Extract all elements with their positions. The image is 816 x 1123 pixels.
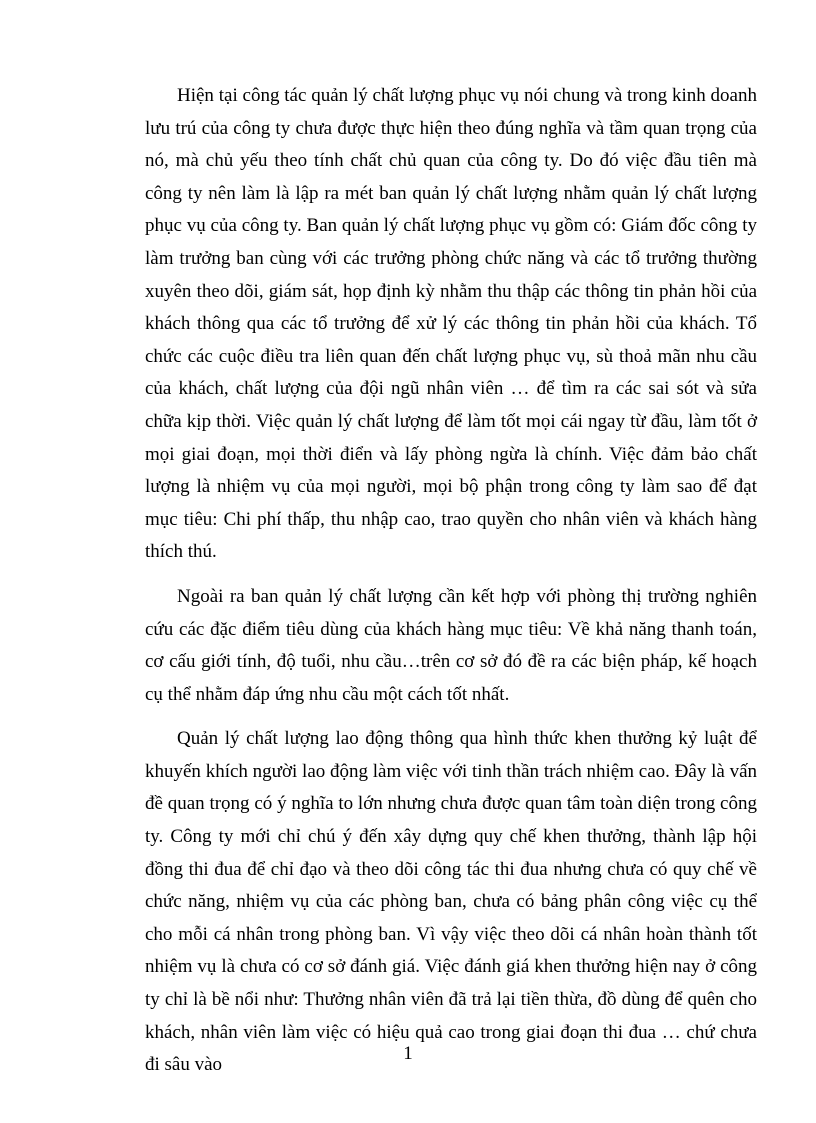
document-body <box>145 80 757 1094</box>
paragraph-market-research: Ngoài ra ban quản lý chất lượng cần kết hợp với phòng thị trường nghiên cứu các đặc điểm tiêu dùng của khách hàng mục tiêu: Về khả năng thanh toán, cơ cấu giới tính, độ tuổi, nhu cầu…trên cơ sở đó đề ra các biện pháp, kế hoạch cụ thể nhằm đáp ứng nhu cầu một cách tốt nhất. <box>145 585 757 705</box>
paragraph-labor-quality: Quản lý chất lượng lao động thông qua hình thức khen thưởng kỷ luật để khuyến khích người lao động làm việc với tinh thần trách nhiệm cao. Đây là vấn đề quan trọng có ý nghĩa to lớn nhưng chưa được quan tâm toàn diện trong công ty. Công ty mới chỉ chú ý đến xây dựng quy chế khen thưởng, thành lập hội đồng thi đua để chỉ đạo và theo dõi công tác thi đua nhưng chưa có quy chế về chức năng, nhiệm vụ của các phòng ban, chưa có bảng phân công việc cụ thể cho mỗi cá nhân trong phòng ban. Vì vậy việc theo dõi cá nhân hoàn thành tốt nhiệm vụ là chưa có cơ sở đánh giá. Việc đánh giá khen thưởng hiện nay ở công ty chỉ là bề nổi như: Thưởng nhân viên đã trả lại tiền thừa, đồ dùng để quên cho khách, nhân viên làm việc có hiệu quả cao trong giai đoạn thi đua … chứ chưa đi sâu vào <box>145 728 757 1076</box>
paragraph-quality-management: Hiện tại công tác quản lý chất lượng phục vụ nói chung và trong kinh doanh lưu trú của công ty chưa được thực hiện theo đúng nghĩa và tầm quan trọng của nó, mà chủ yếu theo tính chất chủ quan của công ty. Do đó việc đầu tiên mà công ty nên làm là lập ra mét ban quản lý chất lượng nhằm quản lý chất lượng phục vụ của công ty. Ban quản lý chất lượng phục vụ gồm có: Giám đốc công ty làm trưởng ban cùng với các trưởng phòng chức năng và các tổ trưởng thường xuyên theo dõi, giám sát, họp định kỳ nhằm thu thập các thông tin phản hồi của khách thông qua các tổ trưởng để xử lý các thông tin phản hồi của khách. Tổ chức các cuộc điều tra liên quan đến chất lượng phục vụ, sù thoả mãn nhu cầu của khách, chất lượng của đội ngũ nhân viên … để tìm ra các sai sót và sửa chữa kịp thời. Việc quản lý chất lượng để làm tốt mọi cái ngay từ đầu, làm tốt ở mọi giai đoạn, mọi thời điển và lấy phòng ngừa là chính. Việc đảm bảo chất lượng là nhiệm vụ của mọi người, mọi bộ phận trong công ty làm sao để đạt mục tiêu: Chi phí thấp, thu nhập cao, trao quyền cho nhân viên và khách hàng thích thú. <box>145 85 757 563</box>
page-number: 1 <box>403 1043 413 1064</box>
